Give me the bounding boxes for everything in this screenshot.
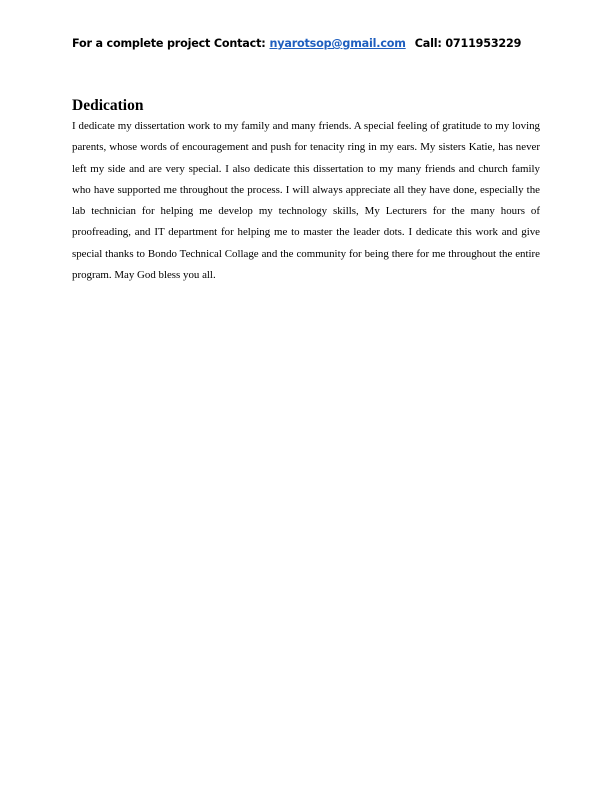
dedication-paragraph: I dedicate my dissertation work to my family and many friends. A special feeling of gratitude to my loving parents, whose words of encouragement and push for tenacity ring in my ears. My sisters Katie, has never left my side and are very special. I also dedicate this dissertation to my many friends and church family who have supported me throughout the process. I will always appreciate all they have done, especially the lab technician for helping me develop my technology skills, My Lecturers for the many hours of proofreading, and IT department for helping me to master the leader dots. I dedicate this work and give special thanks to Bondo Technical Collage and the community for being there for me throughout the entire program. May God bless you all. bbox=[72, 120, 540, 282]
section-title: Dedication bbox=[72, 97, 144, 114]
email-link[interactable]: nyarotsop@gmail.com bbox=[269, 37, 406, 50]
contact-prefix: For a complete project Contact: bbox=[72, 37, 266, 50]
contact-header bbox=[72, 36, 542, 52]
call-number: Call: 0711953229 bbox=[414, 37, 522, 50]
